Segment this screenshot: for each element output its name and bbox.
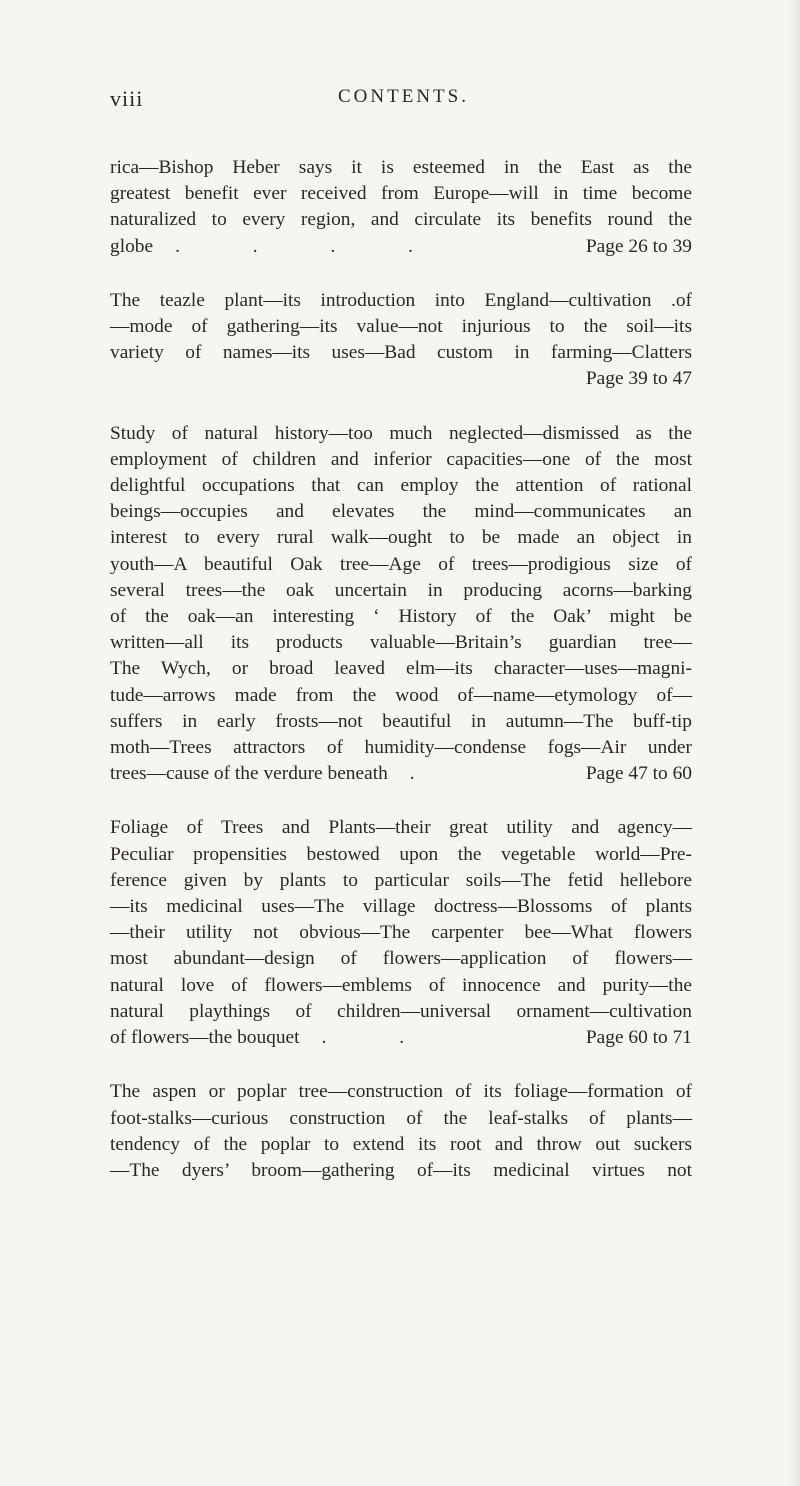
entry-line: variety of names—its uses—Bad custom in farming—Clatters (110, 342, 692, 364)
entry-line: employment of children and inferior capacities—one of the most (110, 448, 692, 470)
contents-entry (110, 288, 692, 393)
leader-dots: . (409, 763, 449, 785)
entry-line: The aspen or poplar tree—construction of its foliage—formation of (110, 1081, 692, 1103)
entry-line: written—all its products valuable—Britain’s guardian tree— (110, 632, 692, 654)
page-reference: Page 60 to 71 (585, 1027, 692, 1049)
entry-line: Peculiar propensities bestowed upon the vegetable world—Pre- (110, 843, 692, 865)
page-reference: Page 26 to 39 (585, 235, 692, 257)
entry-line: —its medicinal uses—The village doctress—Blossoms of plants (110, 896, 692, 918)
entry-line: most abundant—design of flowers—application of flowers— (110, 948, 692, 970)
page-reference: Page 47 to 60 (585, 763, 692, 785)
entry-line: ference given by plants to particular soils—The fetid hellebore (110, 869, 692, 891)
entry-line: suffers in early frosts—not beautiful in autumn—The buff-tip (110, 710, 692, 732)
entry-line: greatest benefit ever received from Europe—will in time become (110, 183, 692, 205)
contents-entry (110, 155, 692, 260)
contents-entry (110, 815, 692, 1051)
entry-line: interest to every rural walk—ought to be made an object in (110, 527, 692, 549)
entry-text: globe (110, 235, 154, 257)
contents-entry (110, 1079, 692, 1184)
entry-line: The Wych, or broad leaved elm—its character—uses—magni- (110, 658, 692, 680)
entry-last-line (110, 234, 692, 260)
entry-line: several trees—the oak uncertain in producing acorns—barking (110, 579, 692, 601)
entry-line: tendency of the poplar to extend its root and throw out suckers (110, 1133, 692, 1155)
entry-line: delightful occupations that can employ the attention of rational (110, 475, 692, 497)
entry-last-line (110, 761, 692, 787)
entry-line: natural love of flowers—emblems of innocence and purity—the (110, 974, 692, 996)
running-title: CONTENTS. (338, 86, 469, 107)
entry-line: The teazle plant—its introduction into England—cultivation .of (110, 289, 692, 311)
page-number: viii (110, 86, 144, 111)
entry-line: moth—Trees attractors of humidity—condense fogs—Air under (110, 737, 692, 759)
entry-line: —their utility not obvious—The carpenter bee—What flowers (110, 922, 692, 944)
entry-line: rica—Bishop Heber says it is esteemed in the East as the (110, 157, 692, 178)
entry-line: naturalized to every region, and circulate its benefits round the (110, 209, 692, 231)
entry-last-line (110, 1025, 692, 1051)
running-head (110, 86, 690, 116)
entry-text: trees—cause of the verdure beneath (110, 763, 388, 785)
contents-list (110, 155, 692, 1212)
entry-text: of flowers—the bouquet (110, 1027, 300, 1049)
page-edge-shadow (788, 0, 800, 1486)
entry-line: Study of natural history—too much neglected—dismissed as the (110, 422, 692, 444)
entry-line: natural playthings of children—universal ornament—cultivation (110, 1000, 692, 1022)
entry-line: youth—A beautiful Oak tree—Age of trees—prodigious size of (110, 553, 692, 575)
leader-dots: . . . . (175, 235, 448, 257)
entry-line: foot-stalks—curious construction of the leaf-stalks of plants— (110, 1107, 692, 1129)
contents-entry (110, 421, 692, 788)
entry-line: of the oak—an interesting ‘ History of the Oak’ might be (110, 606, 692, 628)
page-reference: Page 39 to 47 (585, 368, 692, 390)
entry-line: Foliage of Trees and Plants—their great utility and agency— (110, 817, 692, 839)
entry-line: beings—occupies and elevates the mind—communicates an (110, 501, 692, 523)
entry-line: —The dyers’ broom—gathering of—its medicinal virtues not (110, 1159, 692, 1181)
entry-line: tude—arrows made from the wood of—name—etymology of— (110, 684, 692, 706)
leader-dots: . . (321, 1027, 439, 1049)
entry-line: —mode of gathering—its value—not injurious to the soil—its (110, 316, 692, 338)
